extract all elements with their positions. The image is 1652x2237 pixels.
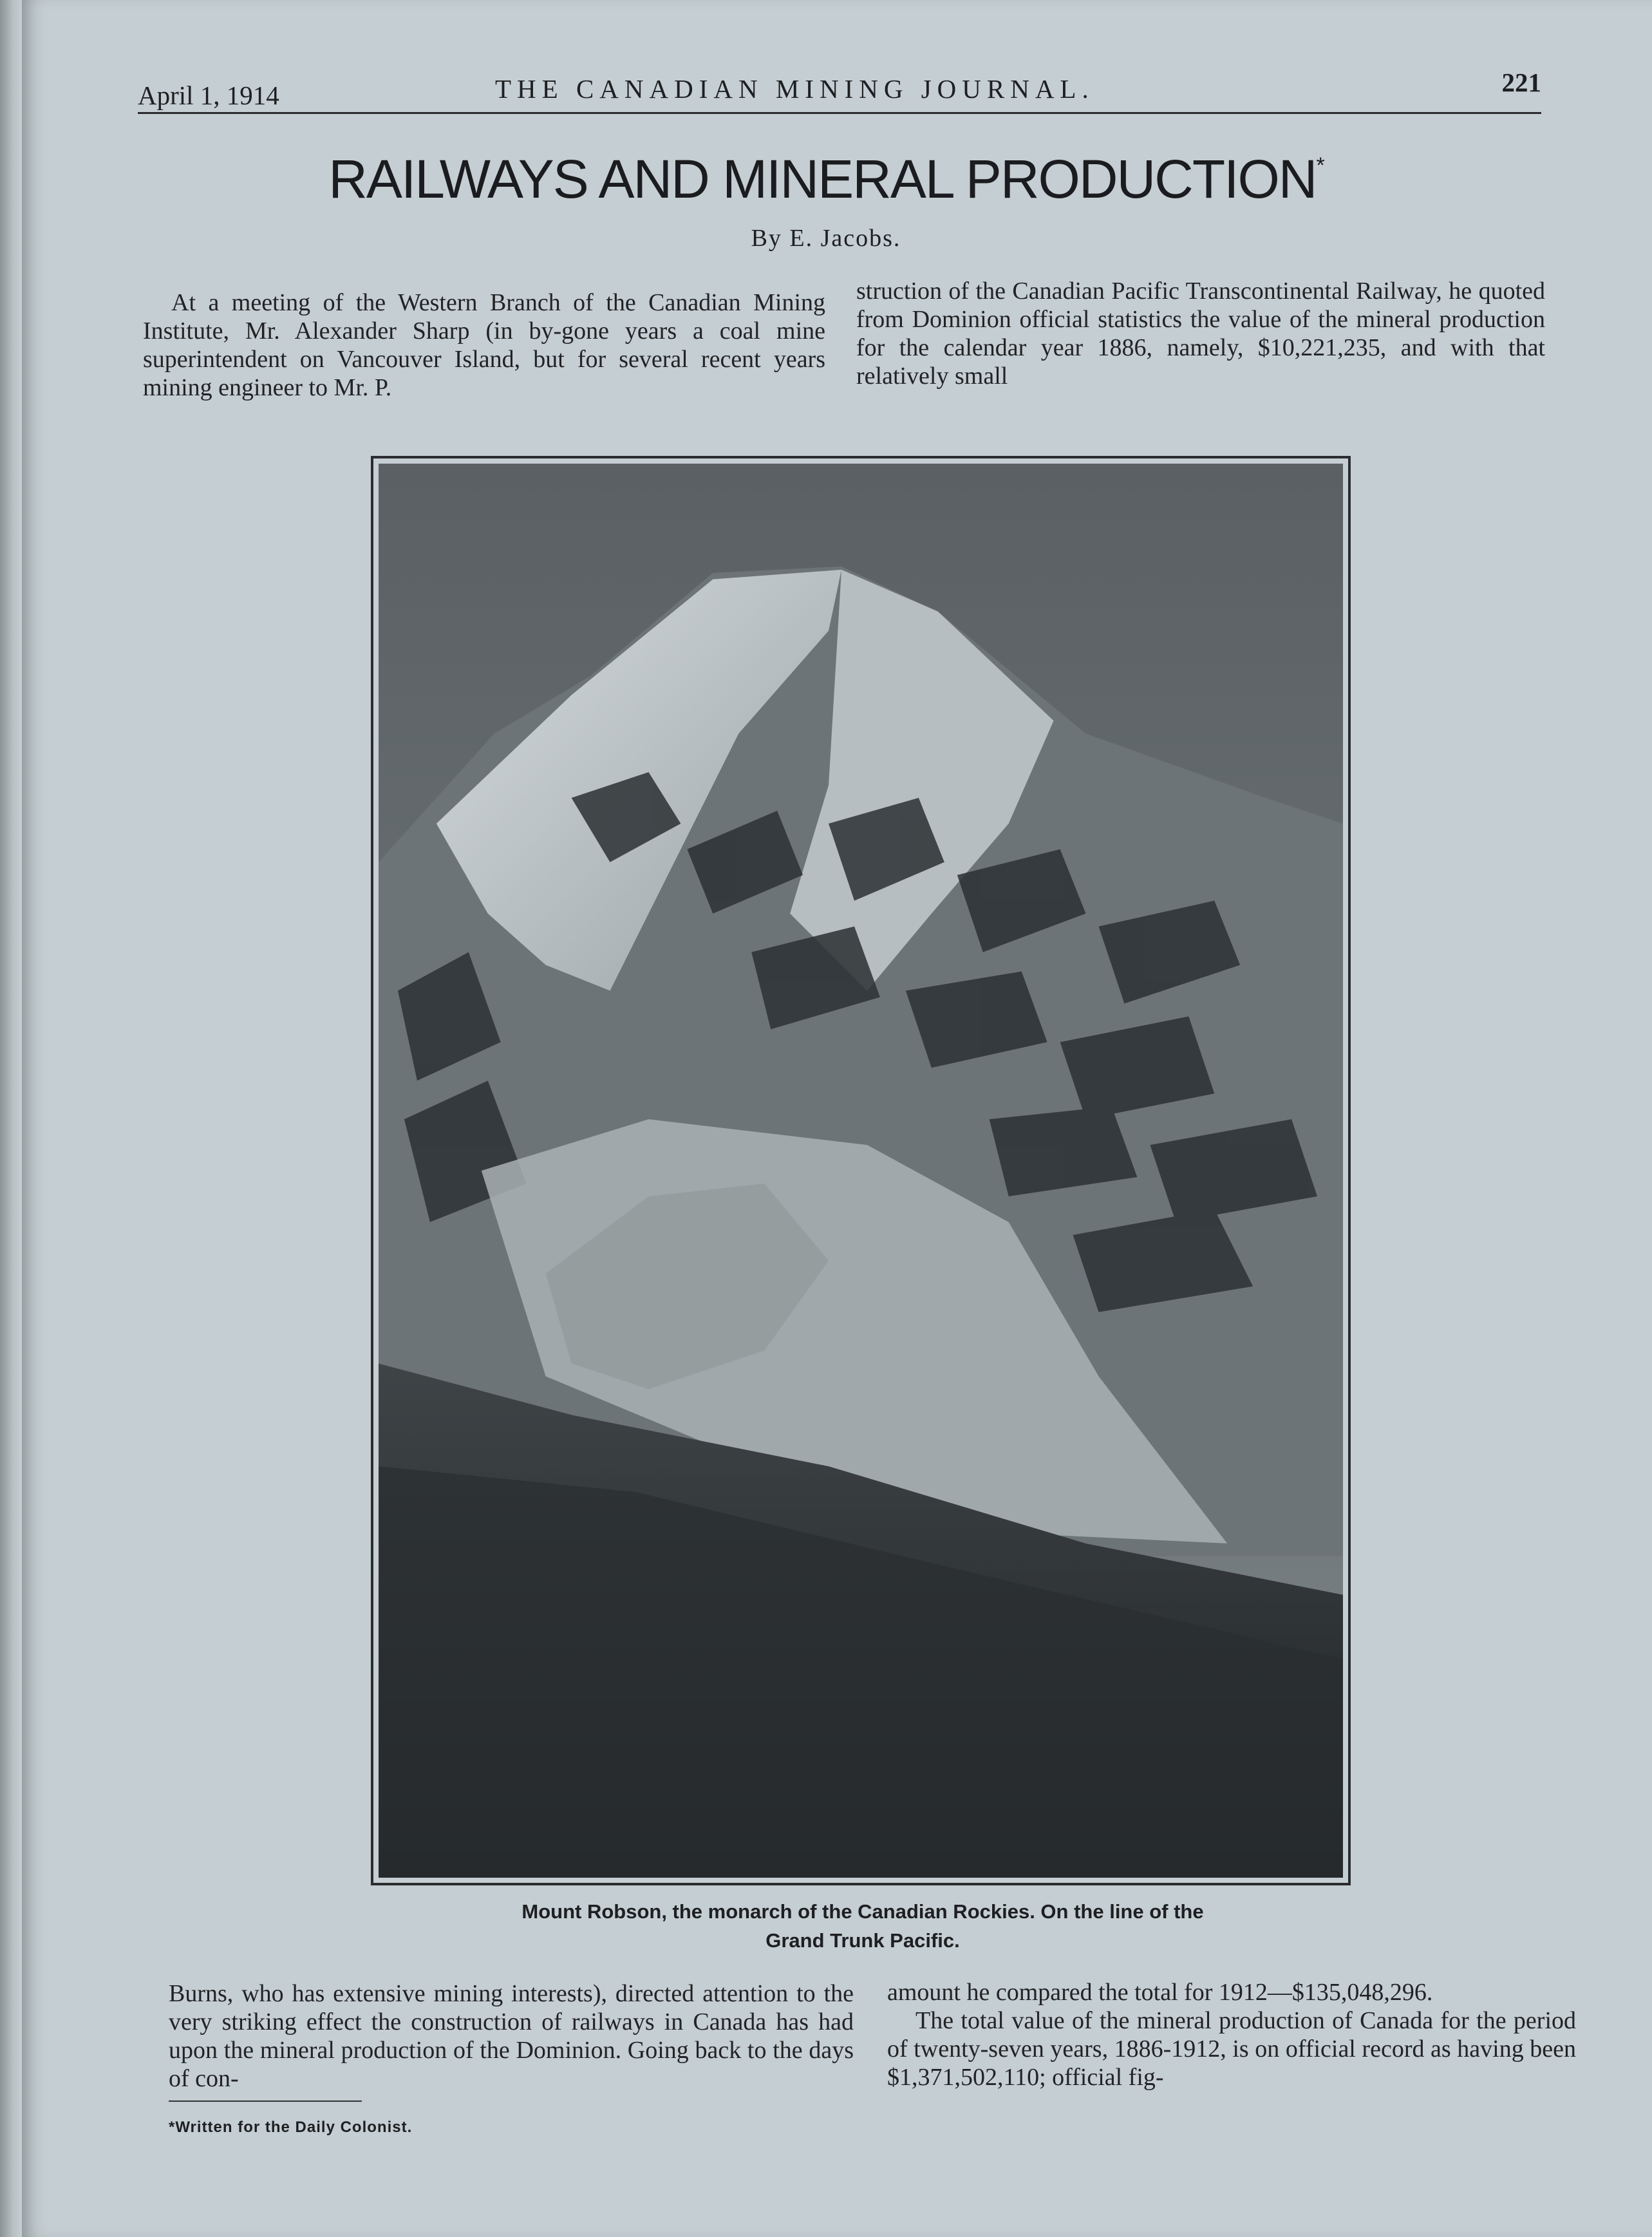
paragraph: amount he compared the total for 1912—$135,048,296. bbox=[887, 1979, 1433, 2006]
column-bottom-left bbox=[169, 1979, 854, 2093]
issue-date: April 1, 1914 bbox=[138, 80, 279, 110]
page-number: 221 bbox=[1501, 68, 1541, 97]
column-top-right bbox=[856, 277, 1545, 390]
footnote-rule bbox=[169, 2100, 362, 2102]
caption-line-1: Mount Robson, the monarch of the Canadian Rockies. On the line of the bbox=[521, 1900, 1204, 1923]
mount-robson-image bbox=[379, 464, 1343, 1878]
article-byline: By E. Jacobs. bbox=[751, 225, 901, 252]
footnote: *Written for the Daily Colonist. bbox=[169, 2119, 413, 2136]
paragraph: The total value of the mineral production of Canada for the period of twenty-seven years, 1886-1912, is on official record as having been $1,371,502,110; official fig- bbox=[887, 2007, 1576, 2091]
article-title-text: RAILWAYS AND MINERAL PRODUCTION bbox=[328, 149, 1317, 209]
paragraph: struction of the Canadian Pacific Transcontinental Railway, he quoted from Dominion official statistics the value of the mineral production for the calendar year 1886, namely, $10,221,235, and with that relatively small bbox=[856, 278, 1545, 390]
column-top-left bbox=[143, 288, 825, 402]
footnote-marker: * bbox=[1316, 153, 1324, 178]
figure-caption bbox=[386, 1897, 1339, 1955]
running-head bbox=[138, 67, 1541, 112]
book-spine-shadow bbox=[0, 0, 22, 2237]
caption-line-2: Grand Trunk Pacific. bbox=[765, 1929, 960, 1952]
header-rule bbox=[138, 112, 1541, 114]
mountain-photograph bbox=[371, 456, 1351, 1885]
column-bottom-right bbox=[887, 1978, 1576, 2091]
journal-name: THE CANADIAN MINING JOURNAL. bbox=[495, 74, 1094, 104]
paragraph: Burns, who has extensive mining interests), directed attention to the very striking effect the construction of railways in Canada has had upon the mineral production of the Dominion. Going back to the days of con- bbox=[169, 1980, 854, 2092]
paragraph: At a meeting of the Western Branch of the Canadian Mining Institute, Mr. Alexander Sharp (in by-gone years a coal mine superintendent on Vancouver Island, but for several recent years mining engineer to Mr. P. bbox=[143, 289, 825, 401]
article-title bbox=[0, 148, 1652, 211]
